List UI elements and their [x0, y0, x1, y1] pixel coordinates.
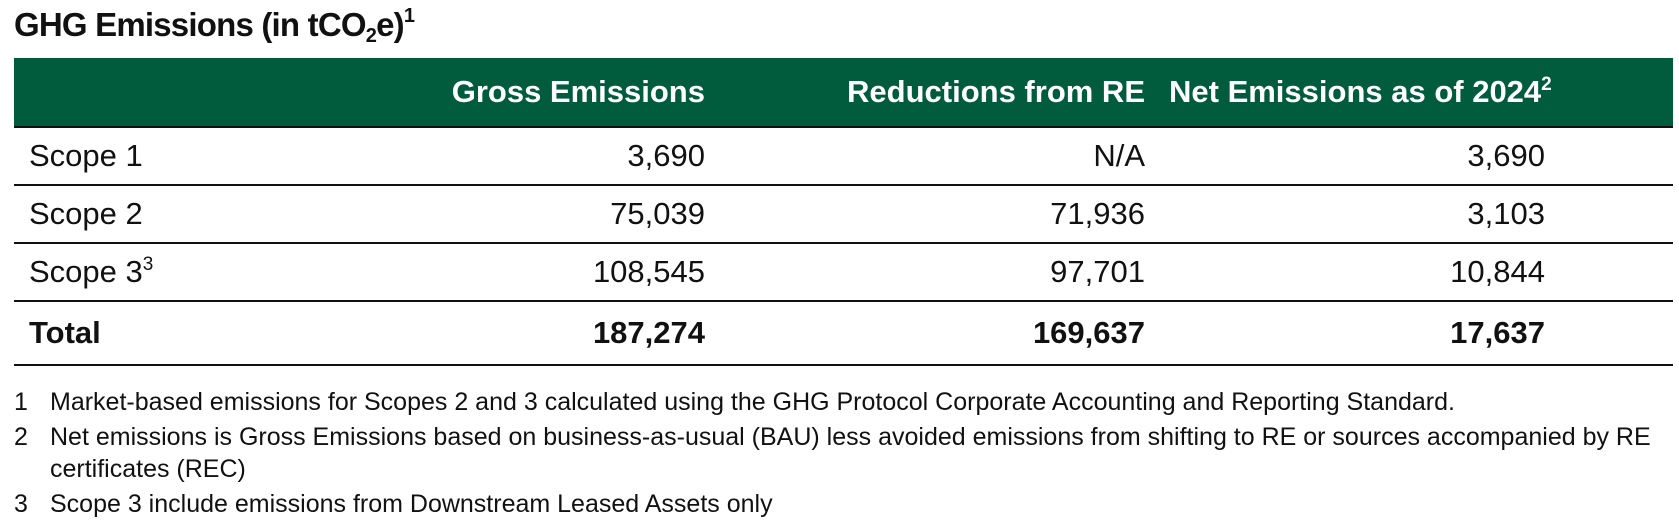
total-label: Total — [14, 301, 229, 365]
spacer-cell — [1545, 301, 1673, 365]
gross-value: 108,545 — [229, 243, 705, 301]
footnotes-list — [14, 386, 1664, 523]
header-reductions-from-re: Reductions from RE — [705, 58, 1145, 127]
total-net-value: 17,637 — [1145, 301, 1545, 365]
title-text: GHG Emissions (in tCO — [14, 6, 366, 43]
footnote-2 — [14, 421, 1664, 485]
table-row-total — [14, 301, 1673, 365]
emissions-table — [14, 58, 1673, 366]
row-label — [14, 185, 229, 243]
total-gross-value: 187,274 — [229, 301, 705, 365]
footnote-text: Scope 3 include emissions from Downstream Leased Assets only — [50, 490, 773, 518]
net-value: 3,690 — [1145, 127, 1545, 185]
table-row-scope-3 — [14, 243, 1673, 301]
spacer-cell — [1545, 243, 1673, 301]
header-net-emissions — [1145, 58, 1673, 127]
header-gross-emissions: Gross Emissions — [229, 58, 705, 127]
header-net-footnote-ref: 2 — [1541, 74, 1552, 95]
row-label-footnote-ref: 3 — [142, 254, 154, 275]
gross-value: 3,690 — [229, 127, 705, 185]
table-row-scope-1 — [14, 127, 1673, 185]
row-label — [14, 127, 229, 185]
footnote-number: 1 — [14, 388, 28, 416]
reductions-value: N/A — [705, 127, 1145, 185]
total-reductions-value: 169,637 — [705, 301, 1145, 365]
header-net-text: Net Emissions as of 2024 — [1169, 74, 1542, 109]
net-value: 10,844 — [1145, 243, 1545, 301]
row-label — [14, 243, 229, 301]
table-row-scope-2 — [14, 185, 1673, 243]
table-header-row — [14, 58, 1673, 127]
row-label-text: Scope 1 — [29, 138, 143, 173]
row-label-text: Scope 3 — [29, 254, 143, 289]
title-text-after: e) — [376, 6, 404, 43]
footnote-1 — [14, 386, 1664, 418]
header-label-cell — [14, 58, 229, 127]
spacer-cell — [1545, 127, 1673, 185]
title-subscript: 2 — [365, 25, 377, 47]
title-footnote-ref: 1 — [403, 5, 415, 27]
footnote-number: 2 — [14, 423, 28, 451]
row-label-text: Scope 2 — [29, 196, 143, 231]
footnote-3 — [14, 488, 1664, 520]
footnote-text: Net emissions is Gross Emissions based on business-as-usual (BAU) less avoided emissions from shifting to RE or sources accompanied by RE certificates (REC) — [50, 423, 1651, 483]
page-title — [14, 5, 415, 47]
spacer-cell — [1545, 185, 1673, 243]
footnote-text: Market-based emissions for Scopes 2 and 3 calculated using the GHG Protocol Corporate Accounting and Reporting Standard. — [50, 388, 1455, 416]
footnote-number: 3 — [14, 490, 28, 518]
reductions-value: 97,701 — [705, 243, 1145, 301]
gross-value: 75,039 — [229, 185, 705, 243]
net-value: 3,103 — [1145, 185, 1545, 243]
reductions-value: 71,936 — [705, 185, 1145, 243]
